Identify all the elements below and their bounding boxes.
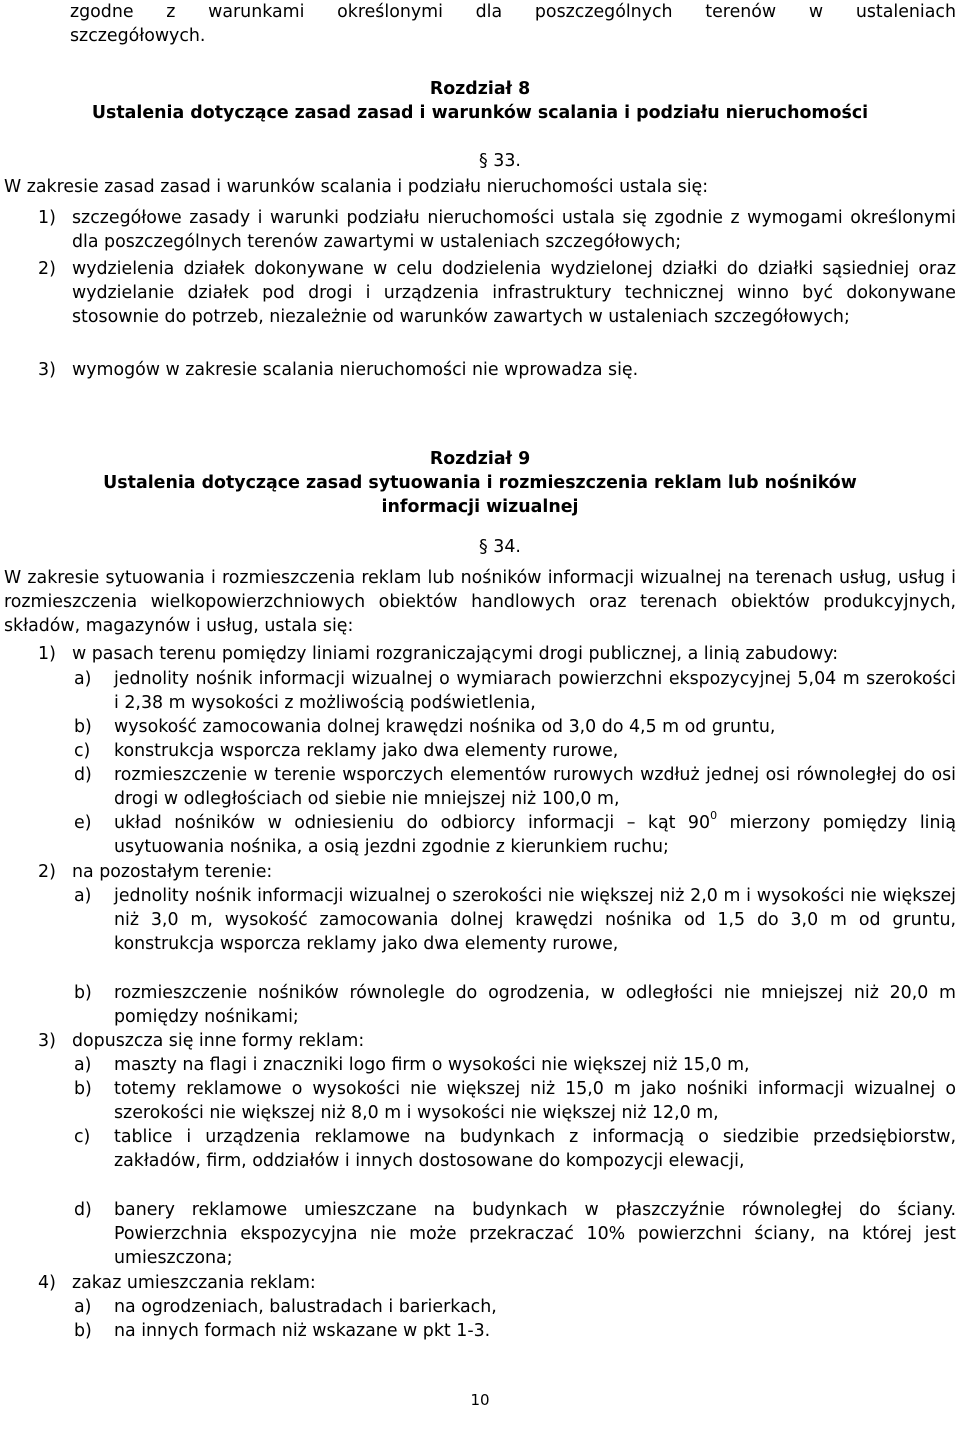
sub-list-item-label: c) (74, 741, 91, 761)
list-item-label: 2) (38, 862, 56, 882)
sub-list-item (74, 884, 956, 957)
list-item-label: 3) (38, 360, 56, 380)
sub-list-item-text: wysokość zamocowania dolnej krawędzi nośnika od 3,0 do 4,5 m od gruntu, (114, 717, 776, 737)
list-item (38, 358, 956, 382)
sub-list-item (74, 667, 956, 715)
list-item-text: zakaz umieszczania reklam: (72, 1273, 316, 1293)
list-item-label: 4) (38, 1273, 56, 1293)
sub-list-item (74, 1295, 956, 1319)
sub-list-item (74, 715, 956, 739)
list-item-text: wymogów w zakresie scalania nieruchomości nie wprowadza się. (72, 360, 639, 380)
sub-list-item-text: jednolity nośnik informacji wizualnej o wymiarach powierzchni ekspozycyjnej 5,04 m szerokości i 2,38 m wysokości z możliwością podświetlenia, (114, 669, 956, 714)
sub-list-item-label: d) (74, 765, 92, 785)
sub-list-item-label: b) (74, 717, 92, 737)
list-item-text: wydzielenia działek dokonywane w celu dodzielenia wydzielonej działki do działki sąsiedniej oraz wydzielanie działek pod drogi i urządzenia infrastruktury technicznej winno być dokonywane stosownie do potrzeb, niezależnie od warunków zawartych w ustaleniach szczegółowych; (72, 259, 956, 328)
sub-list-item (74, 981, 956, 1029)
sub-list-item-label: a) (74, 1297, 92, 1317)
list-item (38, 1029, 956, 1053)
sub-list-item-text: banery reklamowe umieszczane na budynkach w płaszczyźnie równoległej do ściany. Powierzchnia ekspozycyjna nie może przekraczać 10% powierzchni ściany, na której jest umieszczona; (114, 1200, 956, 1269)
list-item (38, 642, 956, 666)
sub-list-item-label: b) (74, 1321, 92, 1341)
sub-list-item-label: d) (74, 1200, 92, 1220)
sub-list-item-label: b) (74, 983, 92, 1003)
sub-list-item-text: na innych formach niż wskazane w pkt 1-3. (114, 1321, 491, 1341)
list-item-label: 3) (38, 1031, 56, 1051)
sub-list-item (74, 763, 956, 811)
sub-list-item (74, 739, 956, 763)
sub-list-item (74, 1077, 956, 1125)
sub-list-item-text: rozmieszczenie w terenie wsporczych elementów rurowych wzdłuż jednej osi równoległej do osi drogi w odległościach od siebie nie mniejszej niż 100,0 m, (114, 765, 956, 810)
chapter-8-heading: Rozdział 8 (429, 79, 531, 99)
list-item-text: na pozostałym terenie: (72, 862, 273, 882)
list-item-label: 1) (38, 208, 56, 228)
sub-list-item-label: c) (74, 1127, 91, 1147)
sub-list-item-text: tablice i urządzenia reklamowe na budynkach z informacją o siedzibie przedsiębiorstw, zakładów, firm, oddziałów i innych dostosowane do kompozycji elewacji, (114, 1127, 956, 1172)
sub-list-item (74, 1125, 956, 1173)
text-fragment: układ nośników w odniesieniu do odbiorcy informacji – kąt 90 (114, 813, 711, 833)
sub-list-item-text: totemy reklamowe o wysokości nie większej niż 15,0 m jako nośniki informacji wizualnej o szerokości nie większej niż 8,0 m i wysokości nie większej niż 12,0 m, (114, 1079, 956, 1124)
sub-list-item-text: maszty na flagi i znaczniki logo firm o wysokości nie większej niż 15,0 m, (114, 1055, 750, 1075)
list-item (38, 257, 956, 330)
sub-list-item (74, 1053, 956, 1077)
sub-list-item-text (114, 811, 956, 859)
sub-list-item-text: konstrukcja wsporcza reklamy jako dwa elementy rurowe, (114, 741, 619, 761)
sub-list-item-text: jednolity nośnik informacji wizualnej o szerokości nie większej niż 2,0 m i wysokości nie większej niż 3,0 m, wysokość zamocowania dolnej krawędzi nośnika od 1,5 do 3,0 m od gruntu, konstrukcja wsporcza reklamy jako dwa elementy rurowe, (114, 886, 956, 955)
sub-list-item-label: b) (74, 1079, 92, 1099)
text-fragment: mierzony pomiędzy linią usytuowania nośnika, a osią jezdni zgodnie z kierunkiem ruchu; (114, 813, 957, 858)
sub-list-item-text: rozmieszczenie nośników równolegle do ogrodzenia, w odległości nie mniejszej niż 20,0 m pomiędzy nośnikami; (114, 983, 956, 1028)
list-item-text: w pasach terenu pomiędzy liniami rozgraniczającymi drogi publicznej, a linią zabudowy: (72, 644, 839, 664)
list-item-label: 2) (38, 259, 56, 279)
continuation-line-2: szczegółowych. (70, 26, 206, 46)
sub-list-item (74, 1198, 956, 1271)
sub-list-item (74, 811, 956, 859)
paragraph-33-number: § 33. (479, 151, 521, 171)
sub-list-item-label: a) (74, 669, 92, 689)
page-number: 10 (470, 1391, 490, 1409)
chapter-9-heading: Rozdział 9 (429, 449, 531, 469)
chapter-9-title-line-1: Ustalenia dotyczące zasad sytuowania i rozmieszczenia reklam lub nośników (103, 473, 857, 493)
degree-superscript: 0 (710, 809, 718, 823)
continuation-line-1: zgodne z warunkami określonymi dla poszczególnych terenów w ustaleniach (70, 2, 956, 22)
list-item (38, 860, 956, 884)
chapter-9-title-line-2: informacji wizualnej (381, 497, 579, 517)
list-item (38, 206, 956, 254)
paragraph-34-intro: W zakresie sytuowania i rozmieszczenia reklam lub nośników informacji wizualnej na terenach usług, usług i rozmieszczenia wielkopowierzchniowych obiektów handlowych oraz terenach obiektów produkcyjnych, składów, magazynów i usług, ustala się: (4, 568, 956, 637)
sub-list-item-label: e) (74, 813, 92, 833)
sub-list-item-text: na ogrodzeniach, balustradach i barierkach, (114, 1297, 497, 1317)
paragraph-34-number: § 34. (479, 537, 521, 557)
list-item (38, 1271, 956, 1295)
sub-list-item (74, 1319, 956, 1343)
list-item-text: dopuszcza się inne formy reklam: (72, 1031, 365, 1051)
paragraph-33-intro: W zakresie zasad zasad i warunków scalania i podziału nieruchomości ustala się: (4, 177, 709, 197)
chapter-8-title: Ustalenia dotyczące zasad zasad i warunków scalania i podziału nieruchomości (91, 103, 869, 123)
list-item-label: 1) (38, 644, 56, 664)
sub-list-item-label: a) (74, 886, 92, 906)
list-item-text: szczegółowe zasady i warunki podziału nieruchomości ustala się zgodnie z wymogami określonymi dla poszczególnych terenów zawartymi w ustaleniach szczegółowych; (72, 208, 956, 253)
sub-list-item-label: a) (74, 1055, 92, 1075)
